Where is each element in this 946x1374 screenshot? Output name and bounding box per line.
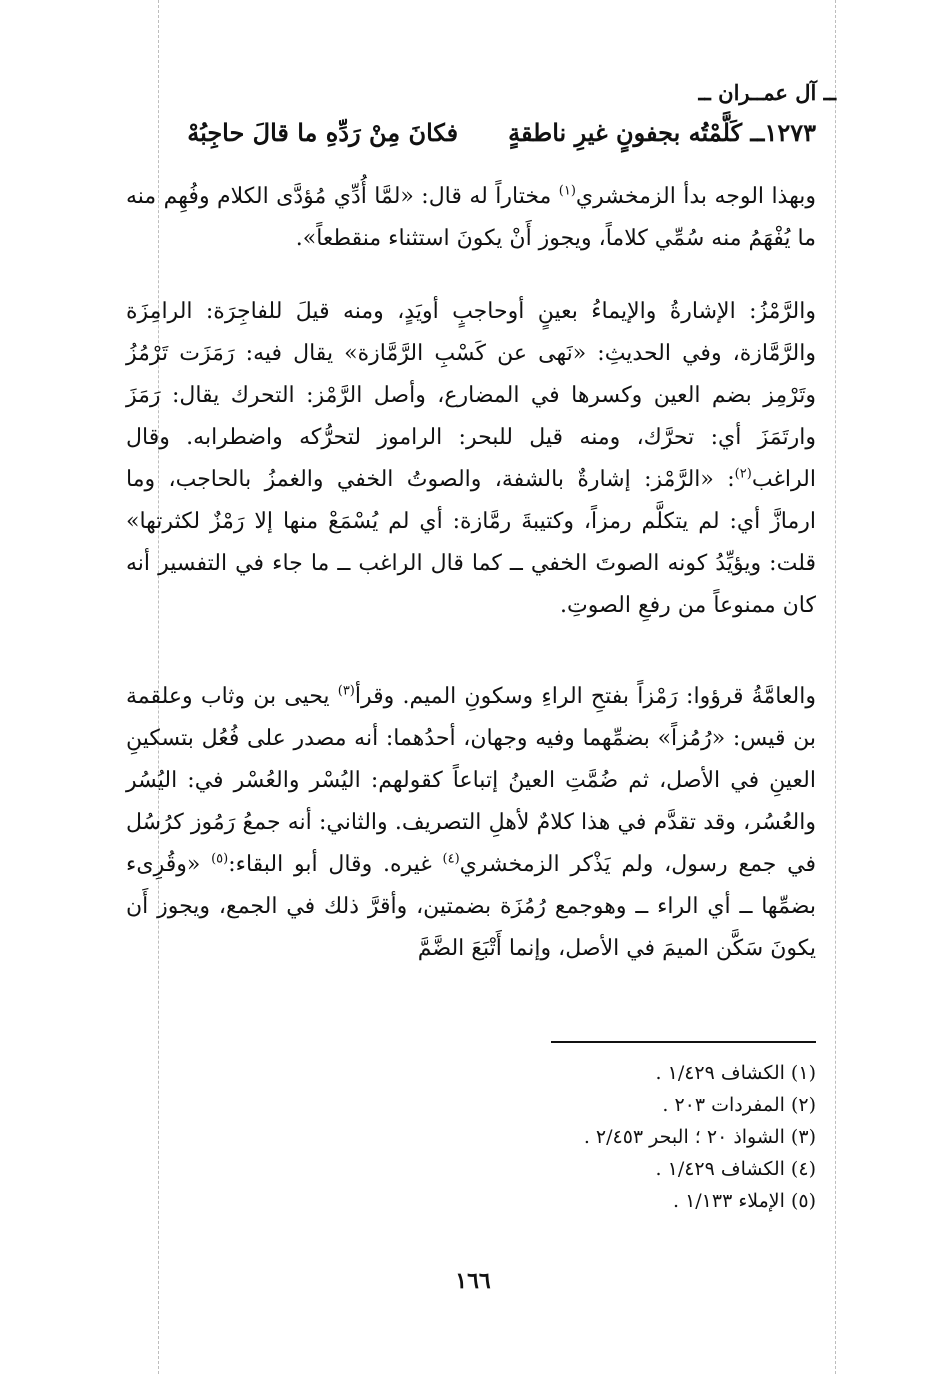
paragraph-text: : «الرَّمْز: إشارةٌ بالشفة، والصوتُ الخفي والغمزُ بالحاجب، وما ارمازَّ أي: لم يتكلَّم رمزاً، وكتيبةَ رمَّازة: أي لم يُسْمَعْ منها إلا رَمْزٌ لكثرتها» قلت: ويؤيِّدُ كونه الصوتَ الخفي ــ كما قال الراغب ــ ما جاء في التفسير أنه كان ممنوعاً من رفعِ الصوتِ. <box>126 467 816 618</box>
footnote-divider <box>551 1041 816 1043</box>
paragraph <box>126 176 816 260</box>
paragraph-text: مختاراً له قال: «لمَّا أُدِّي مُؤدَّى الكلام وفُهِم منه ما يُفْهَمُ منه سُمِّي كلاماً، ويجوز أَنْ يكونَ استثناء منقطعاً». <box>126 184 816 251</box>
footnote-item: (٥) الإملاء ١/١٣٣ . <box>672 1190 816 1212</box>
poetry-verse <box>116 118 816 147</box>
footnote-ref[interactable]: (٢) <box>734 466 752 482</box>
paragraph-text: «وقُرِىء بضمِّها ــ أي الراء ــ وهوجمع رُمُزَة بضمتين، وأقرَّ ذلك في الجمع، ويجوز أَن يكونَ سَكَّن الميمَ في الأصل، وإنما أَتْبَعَ الضَّمَّ <box>126 852 816 961</box>
paragraph-text: وبهذا الوجه بدأ الزمخشري <box>575 184 816 209</box>
verse-first-hemistich: كَلَّمْتُه بجفونٍ غيرِ ناطقةٍ <box>508 118 743 147</box>
paragraph <box>126 676 816 970</box>
footnote-item: (٢) المفردات ٢٠٣ . <box>662 1094 816 1116</box>
margin-guide-line <box>835 0 836 1374</box>
verse-number-and-first-hemistich <box>508 118 816 147</box>
verse-number: ١٢٧٣ــ <box>750 118 816 147</box>
footnote-ref[interactable]: (٣) <box>337 683 355 699</box>
footnote-ref[interactable]: (١) <box>558 183 576 199</box>
footnotes-list <box>126 1057 816 1217</box>
footnote-item: (١) الكشاف ١/٤٢٩ . <box>655 1062 816 1084</box>
paragraph <box>126 291 816 627</box>
paragraph-text: والعامَّةُ قرؤوا: رَمْزاً بفتحِ الراءِ وسكونِ الميم. وقرأ <box>354 684 816 709</box>
footnote-ref[interactable]: (٥) <box>211 851 229 867</box>
footnote-ref[interactable]: (٤) <box>442 851 460 867</box>
running-head: ــ آل عمــران ــ <box>698 80 836 105</box>
verse-second-hemistich: فكانَ مِنْ رَدِّهِ ما قالَ حاجِبُهْ <box>187 118 459 147</box>
paragraph-text: والرَّمْزُ: الإشارةُ والإيماءُ بعينٍ أوحاجبٍ أويَدٍ، ومنه قيلَ للفاجِرَة: الرامِزَة والرَّمَّازة، وفي الحديثِ: «نَهى عن كَسْبِ الرَّمَّازة» يقال فيه: رَمَزَت تَرْمُزُ وتَرْمِز بضم العين وكسرها في المضارع، وأصل الرَّمْز: التحرك يقال: رَمَزَ وارتَمَزَ أي: تحرَّك، ومنه قيل للبحر: الراموز لتحرُّكه واضطرابه. وقال الراغب <box>126 299 816 492</box>
footnote-item: (٤) الكشاف ١/٤٢٩ . <box>655 1158 816 1180</box>
paragraph-text: غيره. وقال أبو البقاء: <box>228 852 443 877</box>
page-number: ١٦٦ <box>455 1268 491 1294</box>
paragraph-text: يحيى بن وثاب وعلقمة بن قيس: «رُمُزاً» بضمِّهما وفيه وجهان، أحدُهما: أنه مصدر على فُعُل بتسكينِ العينِ في الأصل، ثم ضُمَّتِ العينُ إتباعاً كقولهم: اليُسْر والعُسْر في: اليُسُر والعُسُر، وقد تقدَّم في هذا كلامٌ لأهلِ التصريف. والثاني: أنه جمعُ رَمُوز كرُسُل في جمع رسول، ولم يَذْكر الزمخشري <box>126 684 817 877</box>
footnote-item: (٣) الشواذ ٢٠ ؛ البحر ٢/٤٥٣ . <box>583 1126 816 1148</box>
